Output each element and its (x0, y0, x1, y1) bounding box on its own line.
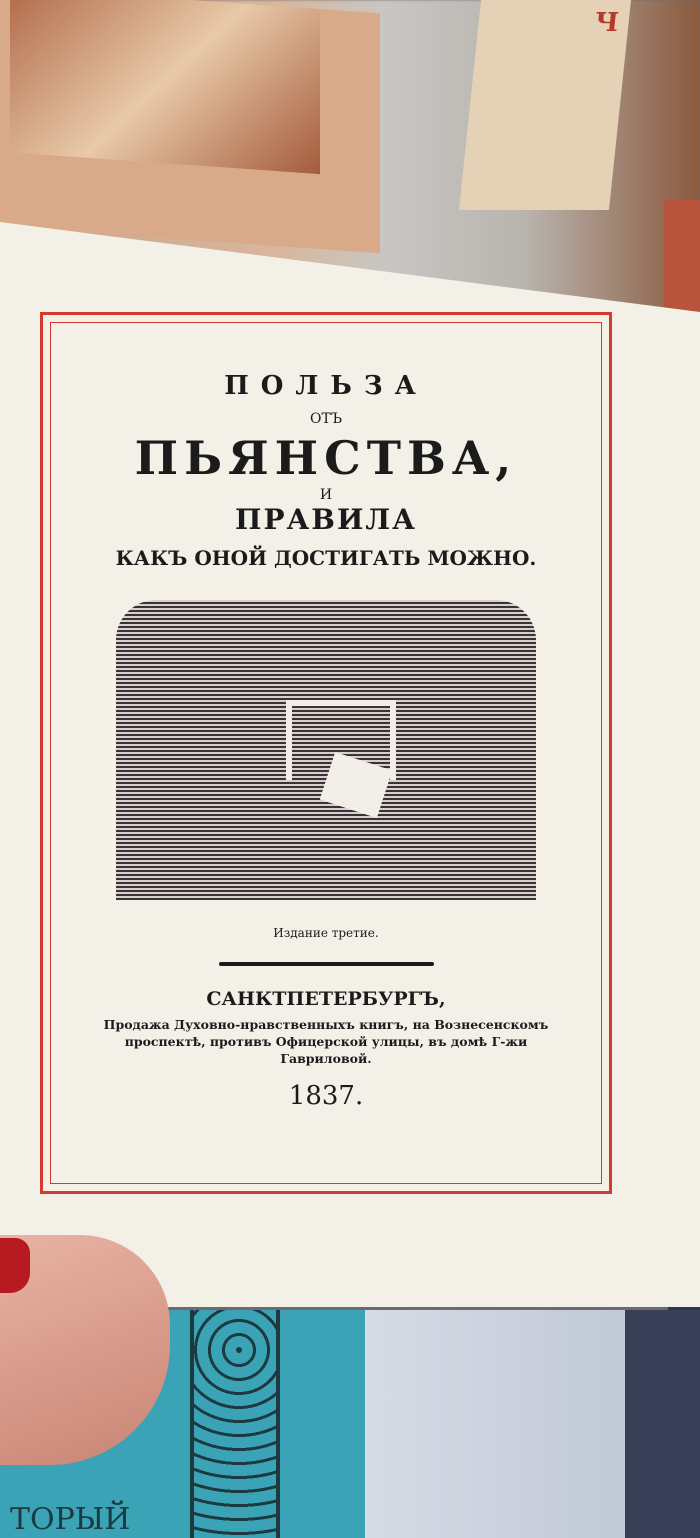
title-line: ПРАВИЛА (235, 503, 417, 536)
title-line: И (319, 487, 333, 503)
fingernail (0, 1238, 30, 1293)
title-line: ПЬЯНСТВА, (134, 431, 518, 485)
city-text: САНКТПЕТЕРБУРГЪ, (206, 988, 446, 1010)
dark-book (625, 1310, 700, 1538)
title-line: ОТЪ (310, 411, 342, 427)
subtitle: КАКЪ ОНОЙ ДОСТИГАТЬ МОЖНО. (115, 546, 537, 570)
engraving-illustration (116, 600, 536, 900)
ornament (190, 1310, 280, 1538)
ornamental-rule (219, 962, 434, 966)
red-border-frame (40, 312, 612, 1194)
book-title: ТОРЫЙ (10, 1502, 131, 1537)
gray-book (365, 1310, 625, 1538)
book-cover-art (10, 0, 320, 174)
book-letter: Ч (593, 8, 621, 38)
background-book (459, 0, 631, 210)
background-book (0, 0, 380, 253)
year-text: 1837. (288, 1081, 364, 1111)
imprint-text: Продажа Духовно-нравственныхъ книгъ, на Вознесенскомъ проспектѣ, противъ Офицерской улицы, въ домѣ Г-жи Гавриловой. (103, 1017, 549, 1066)
edition-text: Издание третие. (273, 926, 379, 940)
title-page (50, 322, 602, 1184)
title-line: ПОЛЬЗА (224, 371, 428, 401)
